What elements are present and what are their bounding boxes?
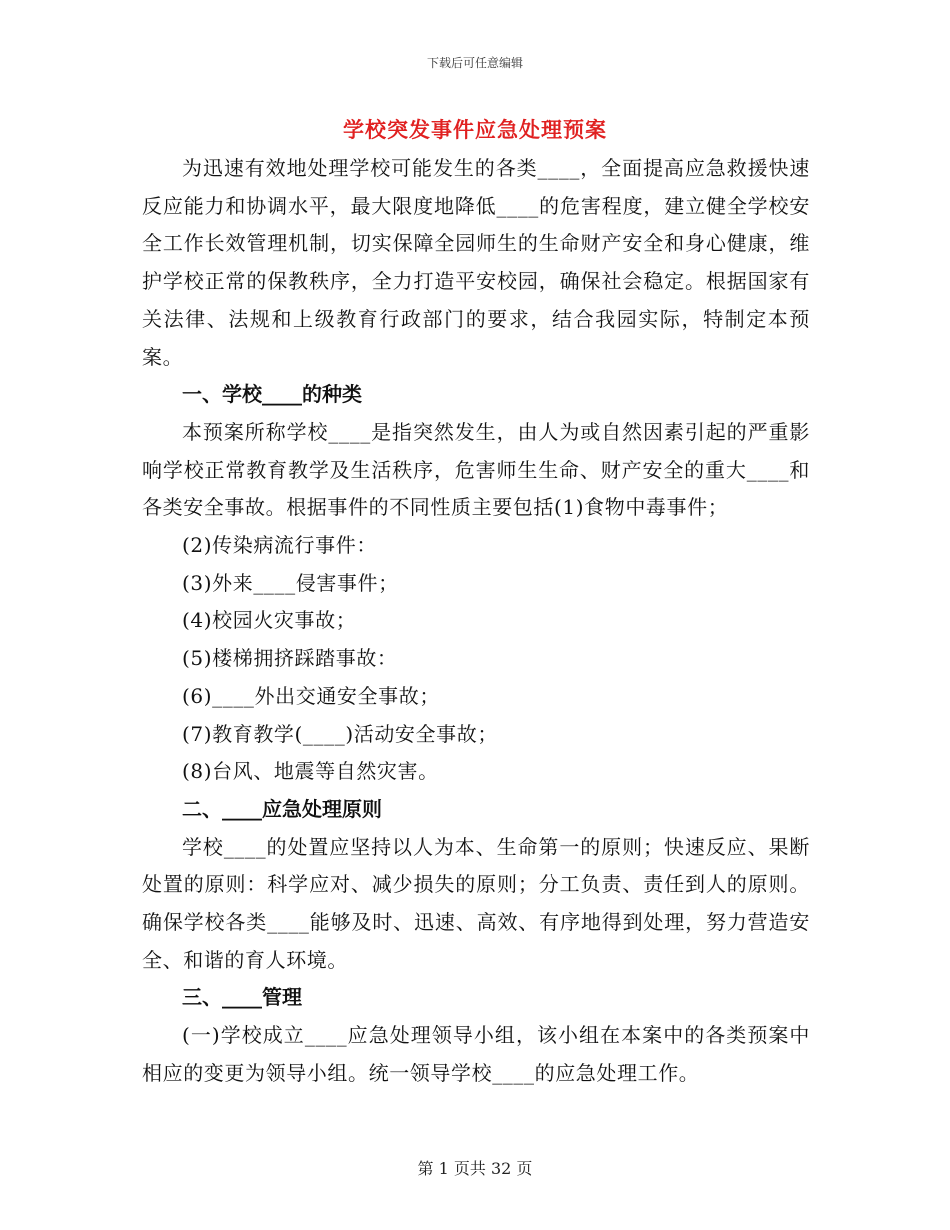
document-title: 学校突发事件应急处理预案 (343, 117, 607, 142)
list-item: (4)校园火灾事故； (182, 608, 357, 633)
document-body (142, 150, 810, 1093)
list-item: (6)____外出交通安全事故； (182, 683, 440, 708)
header-note: 下载后可任意编辑 (426, 56, 523, 70)
intro-paragraph: 为迅速有效地处理学校可能发生的各类____，全面提高应急救援快速反应能力和协调水平，最大限度地降低____的危害程度，建立健全学校安全工作长效管理机制，切实保障全园师生的生命财产安全和身心健康，维护学校正常的保教秩序，全力打造平安校园，确保社会稳定。根据国家有关法律、法规和上级教育行政部门的要求，结合我园实际，特制定本预案。 (142, 156, 810, 369)
list-item: (2)传染病流行事件： (182, 533, 377, 558)
section-3-paragraph: (一)学校成立____应急处理领导小组，该小组在本案中的各类预案中相应的变更为领导小组。统一领导学校____的应急处理工作。 (142, 1023, 810, 1085)
section-1-paragraph: 本预案所称学校____是指突然发生，由人为或自然因素引起的严重影响学校正常教育教学及生活秩序，危害师生生命、财产安全的重大____和各类安全事故。根据事件的不同性质主要包括(1)食物中毒事件； (142, 419, 810, 520)
section-2-heading: 二、____应急处理原则 (182, 796, 382, 821)
list-item: (8)台风、地震等自然灾害。 (182, 759, 439, 784)
list-item: (3)外来____侵害事件； (182, 570, 399, 595)
list-item: (7)教育教学(____)活动安全事故； (182, 721, 498, 746)
section-3-heading: 三、____管理 (182, 985, 302, 1010)
page-footer: 第 1 页共 32 页 (417, 1159, 533, 1178)
section-2-paragraph: 学校____的处置应坚持以人为本、生命第一的原则；快速反应、果断处置的原则：科学应对、减少损失的原则；分工负责、责任到人的原则。确保学校各类____能够及时、迅速、高效、有序地得到处理，努力营造安全、和谐的育人环境。 (142, 834, 810, 972)
list-item: (5)楼梯拥挤踩踏事故： (182, 646, 398, 671)
section-1-heading: 一、学校____的种类 (182, 382, 362, 407)
